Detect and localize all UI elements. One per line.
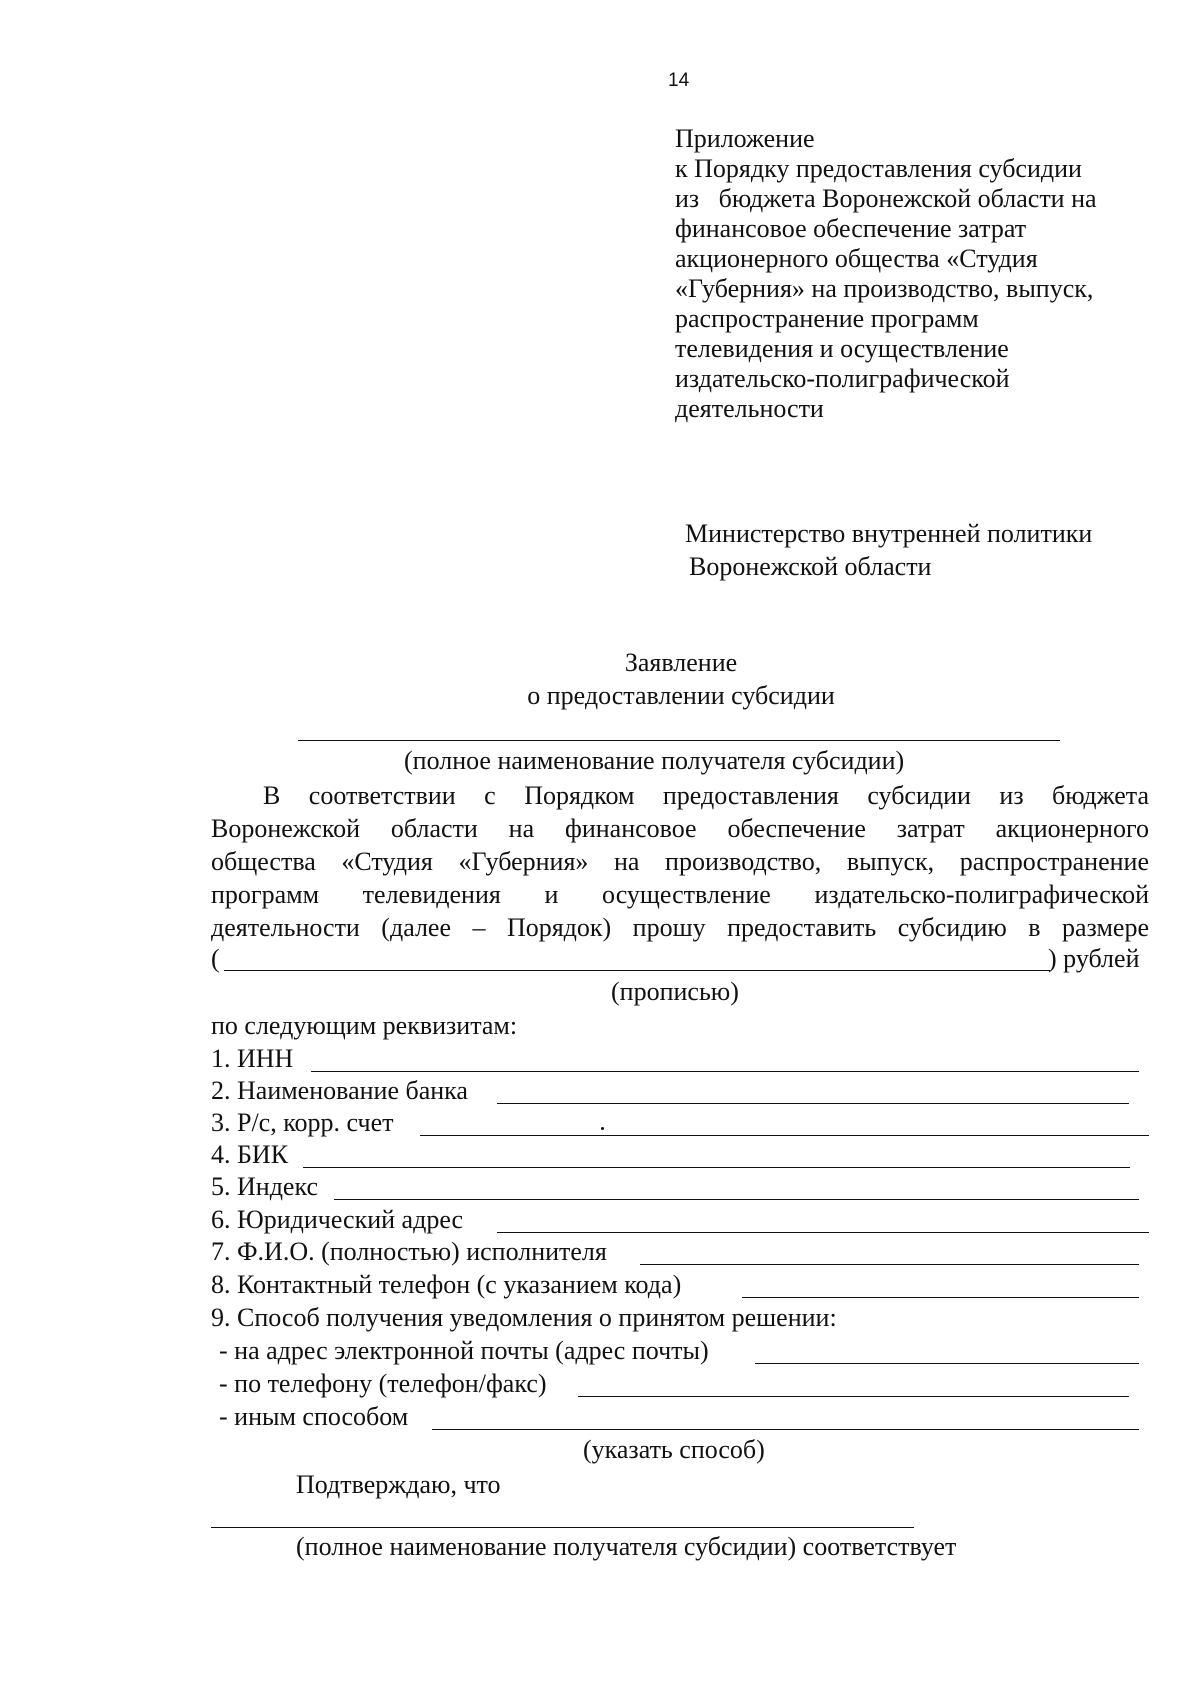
field-line-account[interactable] xyxy=(420,1135,1149,1136)
field-label-legal-address: 6. Юридический адрес xyxy=(211,1205,464,1234)
body-line-2: Воронежской области на финансовое обеспечение затрат акционерного xyxy=(211,814,1149,843)
field-line-inn[interactable] xyxy=(311,1071,1139,1072)
field-label-index: 5. Индекс xyxy=(211,1172,318,1201)
field-line-other-method[interactable] xyxy=(432,1429,1139,1430)
appendix-line: телевидения и осуществление xyxy=(675,334,1009,363)
field-line-phone[interactable] xyxy=(742,1297,1139,1298)
field-label-executor: 7. Ф.И.О. (полностью) исполнителя xyxy=(211,1237,607,1266)
field-label-bik: 4. БИК xyxy=(211,1140,289,1169)
field-label-other-method: - иным способом xyxy=(219,1402,409,1431)
appendix-line: издательско-полиграфической xyxy=(675,364,1010,393)
field-line-bik[interactable] xyxy=(303,1167,1130,1168)
field-line-executor[interactable] xyxy=(640,1264,1139,1265)
field-label-account: 3. Р/с, корр. счет xyxy=(211,1108,394,1137)
recipient-name-caption: (полное наименование получателя субсидии) xyxy=(404,746,905,775)
amount-open-paren: ( xyxy=(211,944,220,973)
addressee-line-1: Министерство внутренней политики xyxy=(685,519,1093,548)
appendix-line: к Порядку предоставления субсидии xyxy=(675,154,1082,183)
appendix-line: «Губерния» на производство, выпуск, xyxy=(675,274,1094,303)
appendix-header xyxy=(675,124,1097,424)
method-caption: (указать способ) xyxy=(583,1435,765,1464)
appendix-line: из бюджета Воронежской области на xyxy=(675,184,1097,213)
document-subtitle: о предоставлении субсидии xyxy=(527,681,835,710)
addressee xyxy=(685,517,1092,583)
field-line-bank[interactable] xyxy=(497,1103,1129,1104)
amount-currency: ) рублей xyxy=(1048,944,1140,973)
appendix-line: Приложение xyxy=(675,124,815,153)
appendix-line: акционерного общества «Студия xyxy=(675,244,1038,273)
field-label-inn: 1. ИНН xyxy=(211,1044,294,1073)
appendix-line: распространение программ xyxy=(675,304,979,333)
confirmation-name-line[interactable] xyxy=(211,1527,914,1528)
field-label-notification-method: 9. Способ получения уведомления о принятом решении: xyxy=(211,1303,837,1332)
page-number: 14 xyxy=(668,70,690,91)
amount-words-line[interactable] xyxy=(224,970,1050,971)
field-label-phone: 8. Контактный телефон (с указанием кода) xyxy=(211,1270,682,1299)
field-line-legal-address[interactable] xyxy=(497,1232,1149,1233)
appendix-line: финансовое обеспечение затрат xyxy=(675,214,1027,243)
amount-caption: (прописью) xyxy=(611,977,739,1006)
field-label-phone-fax: - по телефону (телефон/факс) xyxy=(219,1369,547,1398)
document-title: Заявление xyxy=(624,648,738,677)
field-line-phone-fax[interactable] xyxy=(578,1396,1129,1397)
body-line-4: программ телевидения и осуществление издательско-полиграфической xyxy=(211,880,1149,909)
appendix-line: деятельности xyxy=(675,394,824,423)
confirmation-text: Подтверждаю, что xyxy=(296,1470,501,1499)
addressee-line-2: Воронежской области xyxy=(689,552,932,581)
body-line-5: деятельности (далее – Порядок) прошу предоставить субсидию в размере xyxy=(211,913,1149,942)
field-line-email[interactable] xyxy=(755,1363,1139,1364)
body-line-1: В соответствии с Порядком предоставления субсидии из бюджета xyxy=(263,781,1149,810)
field-line-index[interactable] xyxy=(334,1199,1139,1200)
stray-dot xyxy=(601,1127,604,1130)
field-label-email: - на адрес электронной почты (адрес почты) xyxy=(219,1336,709,1365)
requisites-intro: по следующим реквизитам: xyxy=(211,1011,518,1040)
field-label-bank: 2. Наименование банка xyxy=(211,1076,468,1105)
body-line-3: общества «Студия «Губерния» на производство, выпуск, распространение xyxy=(211,847,1149,876)
confirmation-caption: (полное наименование получателя субсидии) соответствует xyxy=(296,1532,957,1561)
recipient-name-line[interactable] xyxy=(298,740,1060,741)
